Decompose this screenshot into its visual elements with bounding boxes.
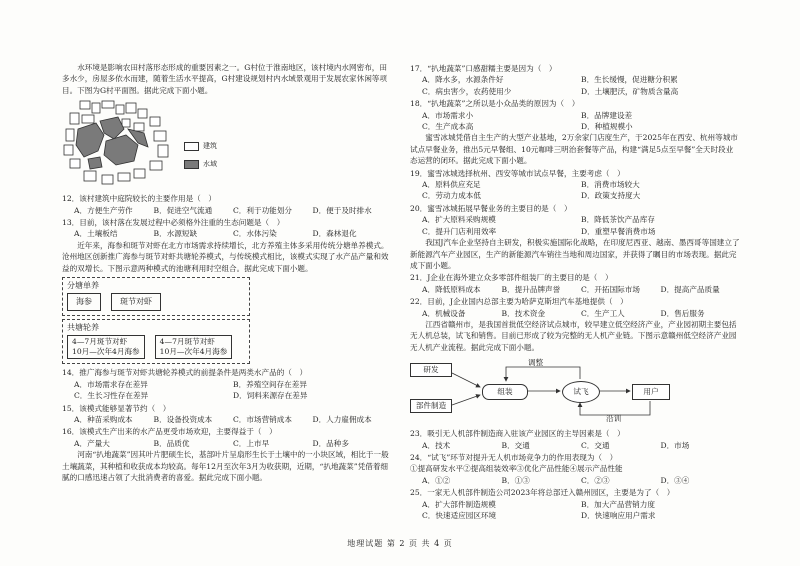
q21-option-d: D．提高产品质量 <box>660 284 720 294</box>
flow-node-parts-manufacturing: 部件制造 <box>410 399 452 413</box>
q19-option-a: A．原料供应充足 <box>422 180 481 190</box>
q20-stem: 20．蜜雪冰城拓展早餐业务的主要目的是（ ） <box>410 203 572 213</box>
q18-option-b: B．品牌建设差 <box>581 110 633 120</box>
q25-stem: 25．一家无人机部件制造公司2023年将总部迁入赣州园区，主要是为了（ ） <box>410 488 675 498</box>
rotation-box-2-line-2: 10月—次年4月海参 <box>159 347 228 357</box>
mode-single-title: 分塘单养 <box>67 281 99 291</box>
q24-option-c: C．②③ <box>581 475 610 485</box>
rotation-box-2-line-1: 4—7月斑节对虾 <box>159 337 215 347</box>
q23-option-b: B．交通 <box>501 440 530 450</box>
q22-stem: 22．目前，J企业国内总部主要为哈萨克斯坦汽车基地提供（ ） <box>410 297 628 307</box>
q12-option-a: A．方便生产劳作 <box>74 205 133 215</box>
q24-statements: ①提高研发水平②提高组装效率③优化产品性能④展示产品性能 <box>410 464 623 474</box>
question-16 <box>62 426 392 449</box>
question-25 <box>410 487 740 521</box>
q25-option-b: B．加大产品营销力度 <box>581 499 655 509</box>
q18-stem: 18．“扒地蔬菜”之所以是小众品类的原因为（ ） <box>410 99 580 109</box>
q25-option-c: C．快速适应园区环境 <box>422 511 497 520</box>
page-footer: 地理试题 第 2 页 共 4 页 <box>347 539 453 548</box>
q12-option-c: C．利于功能划分 <box>233 205 292 215</box>
q13-stem: 13．目前，该村落在发展过程中必须格外注重的生态问题是（ ） <box>62 218 285 228</box>
flow-label-feedback: 沿训 <box>606 414 622 424</box>
q21-stem: 21．J企业在海外建立众多零部件组装厂的主要目的是（ ） <box>410 273 613 283</box>
q23-option-a: A．技术 <box>422 440 451 450</box>
q20-option-d: D．重塑早餐消费市场 <box>581 226 656 236</box>
q19-option-d: D．政策支持度大 <box>581 191 641 201</box>
q17-option-c: C．病虫害少，农药使用少 <box>422 86 512 96</box>
mode-single-pond <box>62 277 250 316</box>
question-24 <box>410 452 740 486</box>
q12-stem: 12．该村建筑中庭院较长的主要作用是（ ） <box>62 194 216 204</box>
q23-option-c: C．交通 <box>581 440 610 450</box>
q14-option-b: B．养殖空间存在差异 <box>233 379 307 389</box>
q23-option-d: D．市场 <box>660 440 690 450</box>
q17-option-b: B．生长缓慢，促进糖分积累 <box>581 75 678 85</box>
legend-water-label: 水域 <box>203 159 217 168</box>
q16-option-b: B．品质优 <box>153 438 190 448</box>
intro-car-company: 我国J汽车企业坚持自主研发，积极实施国际化战略，在印度尼西亚、越南、墨西哥等国建立了新能源汽车产业园区，生产的新能源汽车销往当地和周边国家，并获得了瞩目的市场表现。据此完成下面小题。 <box>410 238 740 270</box>
question-15 <box>62 403 392 426</box>
flow-node-test-flight: 试飞 <box>562 381 600 403</box>
legend-building-label: 建筑 <box>203 142 217 151</box>
question-13 <box>62 217 392 240</box>
legend-water <box>184 159 217 170</box>
q16-stem: 16．该模式生产出来的水产品更受市场欢迎，主要得益于（ ） <box>62 427 277 437</box>
right-column <box>410 62 740 521</box>
legend-building <box>184 141 217 152</box>
q13-option-b: B．水源短缺 <box>153 229 198 239</box>
q21-option-a: A．降低原料成本 <box>422 284 481 294</box>
q19-option-c: C．劳动力成本低 <box>422 191 481 201</box>
q20-option-c: C．提升门店利用效率 <box>422 226 497 236</box>
flow-node-research: 研发 <box>410 363 452 377</box>
intro-aquaculture: 近年来，海参和斑节对虾在北方市场需求持续增长，北方养殖主体多采用传统分塘单养模式。沧州地区创新推广海参与斑节对虾共塘轮养模式，与传统模式相比，该模式实现了水产品产量和效益的双增长。下图示意两种模式的池塘利用时空组合。据此完成下面小题。 <box>62 240 389 273</box>
intro-vegetable: 河南“扒地蔬菜”因其叶片肥硕生长，基部叶片呈扇形生长于土壤中的一小块区域，相比于一般土壤蔬菜，其种植和收获成本均较高。每年12月至次年3月为收获期，近期，“扒地蔬菜”凭借着细腻的口感迅速占领了大批消费者的喜爱。据此完成下面小题。 <box>62 450 389 482</box>
q13-option-a: A．土壤板结 <box>74 229 118 239</box>
q15-stem: 15．该模式能够显著节约（ ） <box>62 403 171 413</box>
q22-option-b: B．技术资金 <box>501 308 546 318</box>
question-19 <box>410 168 740 202</box>
q21-option-c: C．开拓国际市场 <box>581 284 640 294</box>
q23-stem: 23．吸引无人机部件制造商入驻该产业园区的主导因素是（ ） <box>410 429 625 439</box>
rotation-box-1 <box>67 335 145 359</box>
q13-option-d: D．森林退化 <box>312 229 357 239</box>
q13-option-c: C．水体污染 <box>233 229 277 239</box>
q22-option-c: C．生产工人 <box>581 308 625 318</box>
q20-option-b: B．降低茶饮产品库存 <box>581 215 655 225</box>
rotation-box-1-line-2: 10月—次年4月海参 <box>72 347 140 357</box>
q18-option-a: A．市场需求小 <box>422 110 474 120</box>
question-12 <box>62 193 392 216</box>
q20-option-a: A．扩大原料采购规模 <box>422 215 496 225</box>
mode-single-item-sea-cucumber: 海参 <box>67 293 101 310</box>
question-17 <box>410 63 740 97</box>
intro-drone: 江西省赣州市，是我国首批低空经济试点城市，较早建立低空经济产业，产业园初期主要包括无人机总装，试飞和销售。目前已形成了较为完整的无人机产业链。下图示意赣州低空经济产业园无人机产业流程。据此完成下面小题。 <box>410 319 737 352</box>
drone-flow-diagram <box>410 357 740 425</box>
q14-option-d: D．饲料来源存在差异 <box>233 391 308 401</box>
mode-rotation <box>62 319 250 364</box>
q16-option-d: D．品种多 <box>312 438 349 448</box>
question-22 <box>410 296 740 319</box>
q18-option-d: D．种植规模小 <box>581 122 633 132</box>
map-legend <box>184 141 217 176</box>
q18-option-c: C．生产成本高 <box>422 122 474 132</box>
q24-option-b: B．①③ <box>501 475 530 485</box>
q19-option-b: B．消费市场较大 <box>581 180 640 190</box>
q12-option-b: B．促进空气流通 <box>153 205 213 215</box>
q15-option-b: B．设备投资成本 <box>153 414 213 424</box>
building-swatch <box>184 142 199 151</box>
q24-stem: 24．“试飞”环节对提升无人机市场竞争力的作用表现为（ ） <box>410 452 618 462</box>
q25-option-d: D．快速响应用户需求 <box>581 511 656 520</box>
intro-mixue: 蜜雪冰城凭借自主生产的大型产业基地，2万余家门店度生产，于2025年在西安、杭州等城市试点早餐业务，推出5元早餐组、10元咖啡三明治套餐等产品，构建“满足5点至早餐”全天时段业态运营的闭环。据此完成下面小题。 <box>410 133 738 166</box>
village-map-figure <box>62 99 392 189</box>
left-column <box>62 62 392 484</box>
q21-option-b: B．提升品牌声誉 <box>501 284 561 294</box>
question-23 <box>410 428 740 451</box>
question-14 <box>62 367 392 401</box>
q15-option-a: A．种苗采购成本 <box>74 414 133 424</box>
rotation-box-1-line-1: 4—7月斑节对虾 <box>72 337 128 347</box>
q16-option-c: C．上市早 <box>233 438 270 448</box>
q19-stem: 19．蜜雪冰城选择杭州、西安等城市试点早餐，主要考虑（ ） <box>410 168 625 178</box>
question-21 <box>410 272 740 295</box>
q24-option-d: D．③④ <box>660 475 690 485</box>
q22-option-a: A．机械设备 <box>422 308 466 318</box>
village-plan-map <box>62 99 182 189</box>
q25-option-a: A．扩大部件制造规模 <box>422 499 496 509</box>
q17-option-a: A．降水多，水源条件好 <box>422 75 504 85</box>
question-18 <box>410 98 740 132</box>
q12-option-d: D．便于及时排水 <box>312 205 372 215</box>
q15-option-d: D．人力雇佣成本 <box>312 414 372 424</box>
q14-option-a: A．市场需求存在差异 <box>74 379 148 389</box>
mode-single-item-shrimp: 斑节对虾 <box>111 293 161 310</box>
q24-option-a: A．①② <box>422 475 451 485</box>
rotation-box-2 <box>155 335 233 359</box>
flow-node-user: 用户 <box>632 384 670 400</box>
q22-option-d: D．售后服务 <box>660 308 705 318</box>
q17-stem: 17．“扒地蔬菜”口感甜糯主要是因为（ ） <box>410 64 557 73</box>
q16-option-a: A．产量大 <box>74 438 110 448</box>
q17-option-d: D．土壤肥沃，矿物质含量高 <box>581 86 679 96</box>
question-20 <box>410 203 740 237</box>
water-swatch <box>184 160 199 169</box>
mode-rotation-title: 共塘轮养 <box>67 322 99 332</box>
flow-node-assembly: 组装 <box>482 384 528 400</box>
intro-village: 水环境是影响农田村落形态形成的重要因素之一。G村位于淮南地区，该村境内水网密布，田多水少，房屋多依水而建，随着生活水平提高，G村建设规划村内水域景观用于发展农家休闲等项目。下图为G村平面图。据此完成下面小题。 <box>62 63 387 95</box>
q15-option-c: C．市场营销成本 <box>233 414 292 424</box>
q14-option-c: C．生长习性存在差异 <box>74 391 149 401</box>
flow-label-adjust: 调整 <box>528 358 544 368</box>
q14-stem: 14．推广海参与斑节对虾共塘轮养模式的前提条件是两类水产品的（ ） <box>62 368 308 378</box>
